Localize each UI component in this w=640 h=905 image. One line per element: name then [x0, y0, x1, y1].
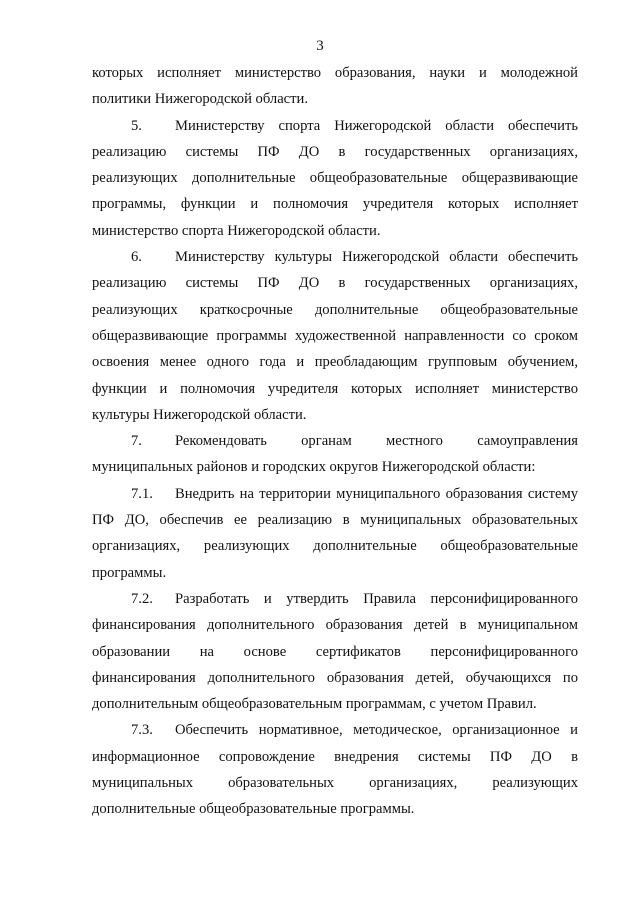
text-line: организациях, реализующих дополнительные общеобразовательные — [92, 538, 578, 555]
page-number: 3 — [316, 38, 324, 54]
text-line: министерство спорта Нижегородской области. — [92, 222, 381, 239]
text-line — [92, 717, 578, 743]
text-line: программы, функции и полномочия учредителя которых исполняет — [92, 196, 578, 213]
paragraph-7-2 — [92, 586, 578, 717]
text-line: дополнительным общеобразовательным программам, с учетом Правил. — [92, 696, 537, 713]
text-line: реализующих краткосрочные дополнительные общеобразовательные — [92, 301, 578, 318]
text-line: реализацию системы ПФ ДО в государственных организациях, — [92, 275, 578, 292]
text-line: муниципальных образовательных организациях, реализующих — [92, 775, 578, 792]
paragraph-number: 6. — [131, 249, 142, 266]
paragraph-number: 7.1. — [131, 485, 153, 502]
paragraph-number: 7.2. — [131, 590, 153, 607]
text-line: ПФ ДО, обеспечив ее реализацию в муниципальных образовательных — [92, 512, 578, 529]
paragraph-number: 5. — [131, 117, 142, 134]
text-line: общеразвивающие программы художественной направленности со сроком — [92, 327, 578, 344]
text-line: реализующих дополнительные общеобразовательные общеразвивающие — [92, 170, 578, 187]
text-line: которых исполняет министерство образования, науки и молодежной — [92, 65, 578, 81]
paragraph-4-tail — [92, 60, 578, 113]
text-span: Министерству спорта Нижегородской области обеспечить — [175, 117, 578, 134]
text-line — [92, 244, 578, 270]
text-line — [92, 113, 578, 139]
paragraph-6 — [92, 244, 578, 428]
text-line: функции и полномочия учредителя которых исполняет министерство — [92, 380, 578, 397]
paragraph-7-1 — [92, 481, 578, 586]
document-body — [92, 60, 578, 823]
text-line: освоения менее одного года и преобладающим групповым обучением, — [92, 354, 578, 371]
text-line — [92, 586, 578, 612]
text-line: реализацию системы ПФ ДО в государственных организациях, — [92, 143, 578, 160]
paragraph-7 — [92, 428, 578, 481]
paragraph-5 — [92, 113, 578, 244]
text-line: муниципальных районов и городских округов Нижегородской области: — [92, 459, 536, 476]
text-line — [92, 481, 578, 507]
text-line: программы. — [92, 564, 167, 581]
text-span: Разработать и утвердить Правила персонифицированного — [175, 590, 578, 607]
text-line: финансирования дополнительного образования детей, обучающихся по — [92, 669, 578, 686]
paragraph-7-3 — [92, 717, 578, 822]
text-line: политики Нижегородской области. — [92, 91, 308, 108]
paragraph-number: 7.3. — [131, 722, 153, 739]
text-span: Министерству культуры Нижегородской области обеспечить — [175, 249, 578, 266]
text-span: Рекомендовать органам местного самоуправления — [175, 433, 578, 450]
text-line: информационное сопровождение внедрения системы ПФ ДО в — [92, 748, 578, 765]
text-line: финансирования дополнительного образования детей в муниципальном — [92, 617, 578, 634]
text-line: образовании на основе сертификатов персонифицированного — [92, 643, 578, 660]
text-line — [92, 428, 578, 454]
text-line: культуры Нижегородской области. — [92, 406, 307, 423]
paragraph-number: 7. — [131, 433, 142, 450]
text-span: Обеспечить нормативное, методическое, организационное и — [175, 722, 578, 739]
text-span: Внедрить на территории муниципального образования систему — [175, 485, 578, 502]
text-line: дополнительные общеобразовательные программы. — [92, 801, 415, 818]
